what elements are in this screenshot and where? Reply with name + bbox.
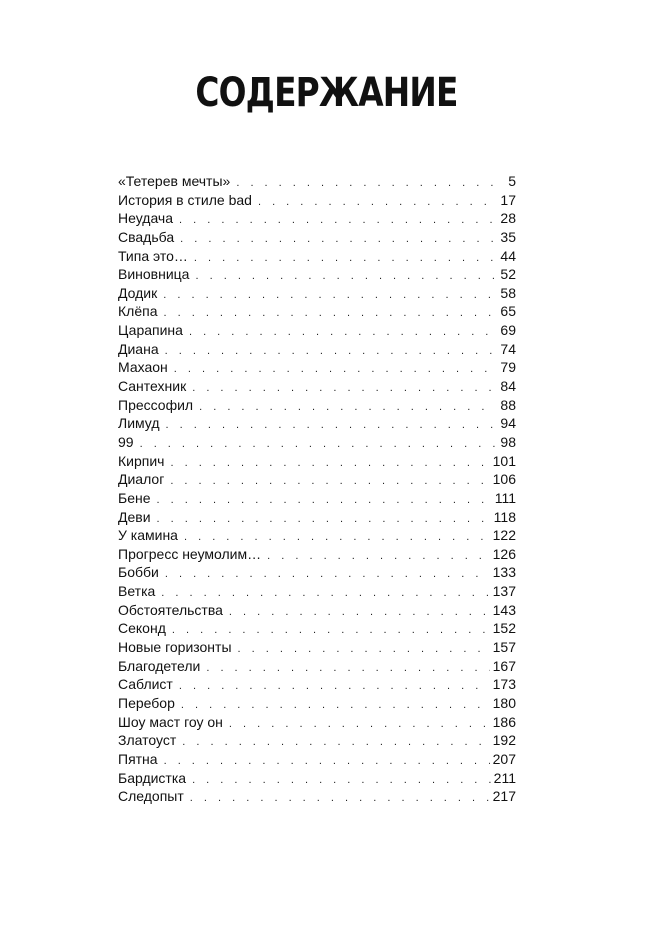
toc-entry-title: Деви — [118, 508, 151, 525]
toc-leader-dots — [195, 267, 495, 285]
toc-entry — [118, 191, 516, 210]
toc-entry-title: Секонд — [118, 620, 166, 637]
toc-entry-page-number: 173 — [492, 676, 516, 693]
toc-entry — [118, 769, 516, 788]
toc-entry-title: Следопыт — [118, 788, 184, 805]
table-of-contents — [118, 172, 516, 806]
toc-entry — [118, 489, 516, 508]
toc-entry — [118, 713, 516, 732]
page-title: СОДЕРЖАНИЕ — [195, 70, 458, 116]
toc-entry-page-number: 17 — [500, 191, 516, 208]
toc-entry-title: Неудача — [118, 210, 174, 227]
toc-entry-title: Клёпа — [118, 303, 158, 320]
toc-entry-title: Свадьба — [118, 228, 175, 245]
toc-entry-page-number: 74 — [500, 340, 516, 357]
toc-entry — [118, 619, 516, 638]
toc-entry-page-number: 133 — [492, 564, 516, 581]
toc-entry-title: Диана — [118, 340, 159, 357]
toc-leader-dots — [184, 528, 490, 546]
toc-entry — [118, 209, 516, 228]
toc-entry-page-number: 118 — [493, 508, 516, 525]
toc-entry-title: История в стиле bad — [118, 191, 252, 208]
toc-entry-title: «Тетерев мечты» — [118, 173, 231, 189]
toc-entry-page-number: 167 — [492, 657, 516, 674]
toc-entry-title: Сантехник — [118, 378, 187, 395]
toc-entry-title: Бардистка — [118, 769, 187, 786]
toc-entry-title: Кирпич — [118, 452, 165, 469]
toc-entry — [118, 414, 516, 433]
toc-entry — [118, 601, 516, 620]
toc-entry-page-number: 207 — [492, 750, 516, 767]
toc-entry — [118, 396, 516, 415]
toc-entry-page-number: 186 — [492, 713, 516, 730]
toc-entry-page-number: 44 — [500, 247, 516, 264]
toc-entry-title: Бобби — [118, 564, 159, 581]
toc-entry-page-number: 211 — [493, 769, 516, 786]
toc-entry-title: Типа это… — [118, 247, 188, 264]
toc-leader-dots — [157, 491, 492, 509]
toc-leader-dots — [179, 211, 495, 229]
toc-entry-page-number: 52 — [500, 266, 516, 283]
toc-entry — [118, 247, 516, 266]
toc-leader-dots — [161, 584, 489, 602]
toc-leader-dots — [166, 416, 496, 434]
toc-leader-dots — [164, 752, 490, 770]
toc-entry-title: Перебор — [118, 694, 175, 711]
toc-entry — [118, 340, 516, 359]
toc-leader-dots — [182, 733, 489, 751]
toc-entry-page-number: 5 — [508, 173, 516, 189]
toc-entry — [118, 172, 516, 191]
toc-entry-title: Саблист — [118, 676, 173, 693]
toc-entry-title: Виновница — [118, 266, 190, 283]
toc-entry-page-number: 192 — [492, 732, 516, 749]
toc-entry — [118, 731, 516, 750]
toc-entry — [118, 750, 516, 769]
toc-entry — [118, 228, 516, 247]
toc-entry-title: Прогресс неумолим… — [118, 545, 262, 562]
toc-leader-dots — [238, 640, 490, 658]
toc-entry — [118, 284, 516, 303]
toc-entry — [118, 321, 516, 340]
toc-entry-title: Диалог — [118, 471, 165, 488]
toc-entry-title: Благодетели — [118, 657, 201, 674]
toc-entry — [118, 302, 516, 321]
toc-leader-dots — [206, 659, 489, 677]
toc-entry — [118, 675, 516, 694]
toc-entry — [118, 526, 516, 545]
toc-leader-dots — [189, 323, 495, 341]
toc-entry-page-number: 126 — [492, 545, 516, 562]
toc-entry-page-number: 98 — [500, 433, 516, 450]
toc-entry-page-number: 157 — [492, 639, 516, 656]
toc-leader-dots — [163, 286, 495, 304]
toc-leader-dots — [157, 510, 491, 528]
toc-entry-page-number: 28 — [500, 210, 516, 227]
toc-entry — [118, 787, 516, 806]
toc-entry — [118, 582, 516, 601]
toc-entry-title: Ветка — [118, 583, 156, 600]
toc-entry — [118, 563, 516, 582]
toc-entry — [118, 657, 516, 676]
toc-entry — [118, 452, 516, 471]
toc-leader-dots — [181, 696, 490, 714]
toc-entry-page-number: 88 — [500, 396, 516, 413]
toc-entry-title: Шоу маст гоу он — [118, 713, 223, 730]
toc-leader-dots — [229, 715, 490, 733]
toc-entry-title: Бене — [118, 489, 151, 506]
toc-entry-title: Прессофил — [118, 396, 194, 413]
toc-entry-page-number: 84 — [500, 378, 516, 395]
toc-entry-title: Новые горизонты — [118, 639, 232, 656]
toc-entry — [118, 470, 516, 489]
toc-leader-dots — [236, 174, 495, 192]
toc-entry-page-number: 94 — [500, 415, 516, 432]
toc-entry-page-number: 35 — [500, 228, 516, 245]
toc-entry-page-number: 122 — [492, 527, 516, 544]
toc-entry-title: Царапина — [118, 322, 183, 339]
toc-leader-dots — [165, 565, 490, 583]
toc-entry-page-number: 217 — [492, 788, 516, 805]
toc-leader-dots — [170, 454, 489, 472]
toc-entry — [118, 265, 516, 284]
toc-entry-page-number: 58 — [500, 284, 516, 301]
toc-entry-page-number: 111 — [494, 489, 516, 506]
toc-leader-dots — [140, 435, 495, 453]
toc-leader-dots — [267, 547, 490, 565]
toc-leader-dots — [194, 249, 495, 267]
toc-entry-page-number: 106 — [492, 471, 516, 488]
toc-leader-dots — [192, 771, 491, 789]
toc-leader-dots — [180, 230, 495, 248]
toc-entry-title: 99 — [118, 433, 134, 450]
toc-entry-title: Лимуд — [118, 415, 160, 432]
toc-leader-dots — [192, 379, 495, 397]
toc-entry — [118, 545, 516, 564]
toc-leader-dots — [170, 472, 489, 490]
toc-entry-page-number: 152 — [492, 620, 516, 637]
toc-entry-page-number: 101 — [492, 452, 516, 469]
toc-leader-dots — [174, 360, 495, 378]
toc-entry-page-number: 180 — [492, 694, 516, 711]
toc-entry-page-number: 79 — [500, 359, 516, 376]
toc-leader-dots — [179, 677, 490, 695]
toc-entry-page-number: 143 — [492, 601, 516, 618]
toc-entry-title: Махаон — [118, 359, 168, 376]
toc-entry — [118, 694, 516, 713]
toc-entry — [118, 638, 516, 657]
toc-entry-page-number: 65 — [500, 303, 516, 320]
toc-entry-title: Обстоятельства — [118, 601, 223, 618]
toc-leader-dots — [199, 398, 495, 416]
toc-entry-page-number: 137 — [492, 583, 516, 600]
toc-leader-dots — [163, 304, 495, 322]
toc-entry — [118, 433, 516, 452]
toc-leader-dots — [229, 603, 490, 621]
toc-entry — [118, 377, 516, 396]
toc-entry — [118, 358, 516, 377]
toc-leader-dots — [165, 342, 495, 360]
toc-entry-page-number: 69 — [500, 322, 516, 339]
toc-leader-dots — [258, 193, 495, 211]
toc-leader-dots — [172, 621, 490, 639]
toc-entry — [118, 508, 516, 527]
toc-entry-title: Златоуст — [118, 732, 177, 749]
toc-entry-title: Додик — [118, 284, 158, 301]
toc-entry-title: Пятна — [118, 750, 158, 767]
toc-entry-title: У камина — [118, 527, 178, 544]
toc-leader-dots — [190, 789, 490, 807]
